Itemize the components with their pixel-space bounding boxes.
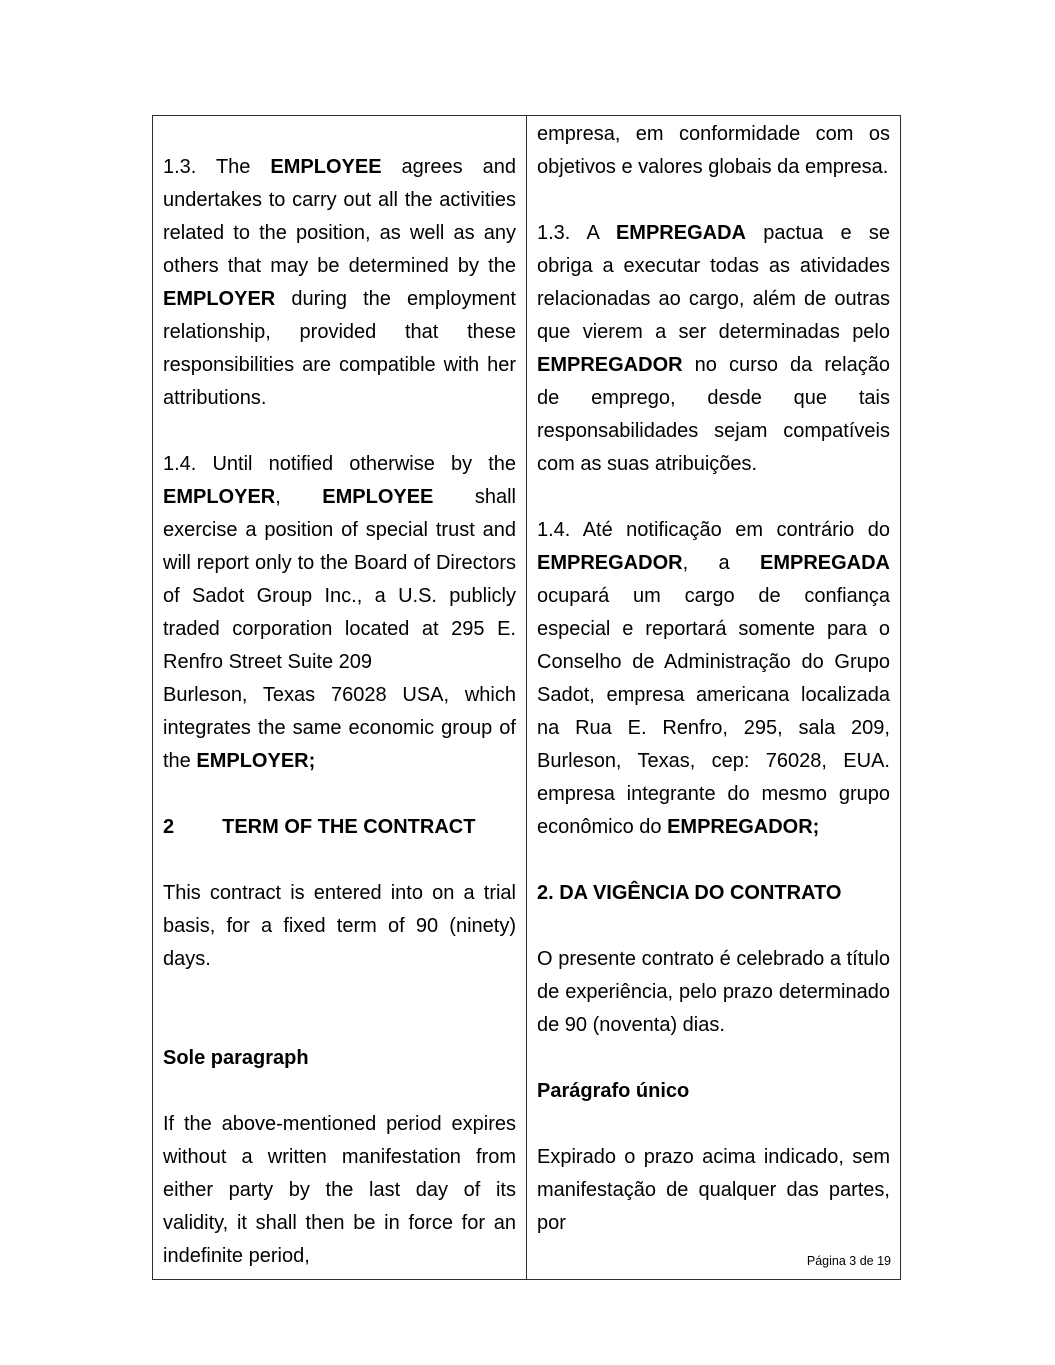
tab-spacer <box>174 811 222 844</box>
text-run-bold: EMPLOYER; <box>196 750 316 772</box>
clause-term-trial-en <box>163 877 516 976</box>
heading-paragrafo-unico-pt <box>537 1075 890 1108</box>
text-run: empresa, em conformidade com os objetivos e valores globais da empresa. <box>537 123 890 178</box>
text-run: no curso da relação de emprego, desde que tais responsabilidades sejam compatíveis com as suas atribuições. <box>537 354 890 475</box>
blank-line <box>537 844 890 877</box>
text-run-bold: TERM OF THE CONTRACT <box>222 816 476 838</box>
text-run: Expirado o prazo acima indicado, sem manifestação de qualquer das partes, por <box>537 1146 890 1234</box>
blank-line <box>163 1075 516 1108</box>
clause-1-3-pt <box>537 217 890 481</box>
blank-line <box>163 1009 516 1042</box>
text-run-bold: EMPREGADOR <box>537 354 683 376</box>
clause-1-3-en <box>163 151 516 415</box>
text-run-bold: 2 <box>163 816 175 838</box>
text-run: 1.4. Até notificação em contrário do <box>537 519 890 541</box>
page-number: Página 3 de 19 <box>806 1254 891 1268</box>
text-run-bold: EMPREGADOR; <box>667 816 820 838</box>
blank-line <box>163 778 516 811</box>
text-run: during the employment relationship, provided that these responsibilities are compatible with her attributions. <box>163 288 516 409</box>
text-run: 1.4. Until notified otherwise by the <box>163 453 516 475</box>
blank-line <box>537 1108 890 1141</box>
text-run-bold: Sole paragraph <box>163 1047 309 1069</box>
text-run-bold: EMPLOYER <box>163 486 276 508</box>
clause-vigencia-pt <box>537 943 890 1042</box>
text-run: agrees and undertakes to carry out all the activities related to the position, as well as any others that may be determined by the <box>163 156 517 277</box>
text-run: Burleson, Texas 76028 USA, which integrates the same economic group of the <box>163 684 516 772</box>
text-run: If the above-mentioned period expires without a written manifestation from either party by the last day of its validity, it shall then be in force for an indefinite period, <box>163 1113 516 1267</box>
heading-sole-paragraph-en <box>163 1042 516 1075</box>
blank-line <box>537 1042 890 1075</box>
text-run-bold: EMPLOYEE <box>322 486 434 508</box>
english-column-cell <box>153 116 527 1280</box>
clause-1-4-pt <box>537 514 890 844</box>
text-run-bold: EMPREGADA <box>615 222 746 244</box>
clause-1-4-en-address <box>163 679 516 778</box>
blank-line <box>163 118 516 151</box>
text-run: ocupará um cargo de confiança especial e reportará somente para o Conselho de Administração do Grupo Sadot, empresa americana localizada na Rua E. Renfro, 295, sala 209, Burleson, Texas, cep: 76028, EUA. empresa integrante do mesmo grupo econômico do <box>537 585 890 838</box>
blank-line <box>163 844 516 877</box>
blank-line <box>163 415 516 448</box>
text-run: O presente contrato é celebrado a título de experiência, pelo prazo determinado de 90 (noventa) dias. <box>537 948 890 1036</box>
text-run-bold: EMPLOYER <box>163 288 276 310</box>
blank-line <box>537 481 890 514</box>
contract-table <box>152 115 901 1280</box>
text-run-bold: EMPREGADOR <box>537 552 683 574</box>
clause-paragrafo-unico-pt <box>537 1141 890 1240</box>
text-run-bold: EMPLOYEE <box>270 156 382 178</box>
text-run-bold: Parágrafo único <box>537 1080 690 1102</box>
heading-vigencia-pt <box>537 877 890 910</box>
blank-line <box>537 910 890 943</box>
portuguese-column-cell <box>527 116 901 1280</box>
text-run-bold: 2. DA VIGÊNCIA DO CONTRATO <box>537 882 842 904</box>
clause-continuation-pt <box>537 118 890 184</box>
text-run: , <box>275 486 323 508</box>
text-run: 1.3. The <box>163 156 271 178</box>
clause-sole-paragraph-en <box>163 1108 516 1273</box>
heading-term-of-contract-en <box>163 811 516 844</box>
text-run: 1.3. A <box>537 222 616 244</box>
clause-1-4-en <box>163 448 516 679</box>
text-run: pactua e se obriga a executar todas as atividades relacionadas ao cargo, além de outras que vierem a ser determinadas pelo <box>537 222 890 343</box>
text-run: shall exercise a position of special trust and will report only to the Board of Directors of Sadot Group Inc., a U.S. publicly traded corporation located at 295 E. Renfro Street Suite 209 <box>163 486 516 673</box>
text-run: , a <box>682 552 760 574</box>
contract-table-row <box>153 116 901 1280</box>
text-run-bold: EMPREGADA <box>759 552 890 574</box>
blank-line <box>163 976 516 1009</box>
blank-line <box>537 184 890 217</box>
text-run: This contract is entered into on a trial basis, for a fixed term of 90 (ninety) days. <box>163 882 516 970</box>
